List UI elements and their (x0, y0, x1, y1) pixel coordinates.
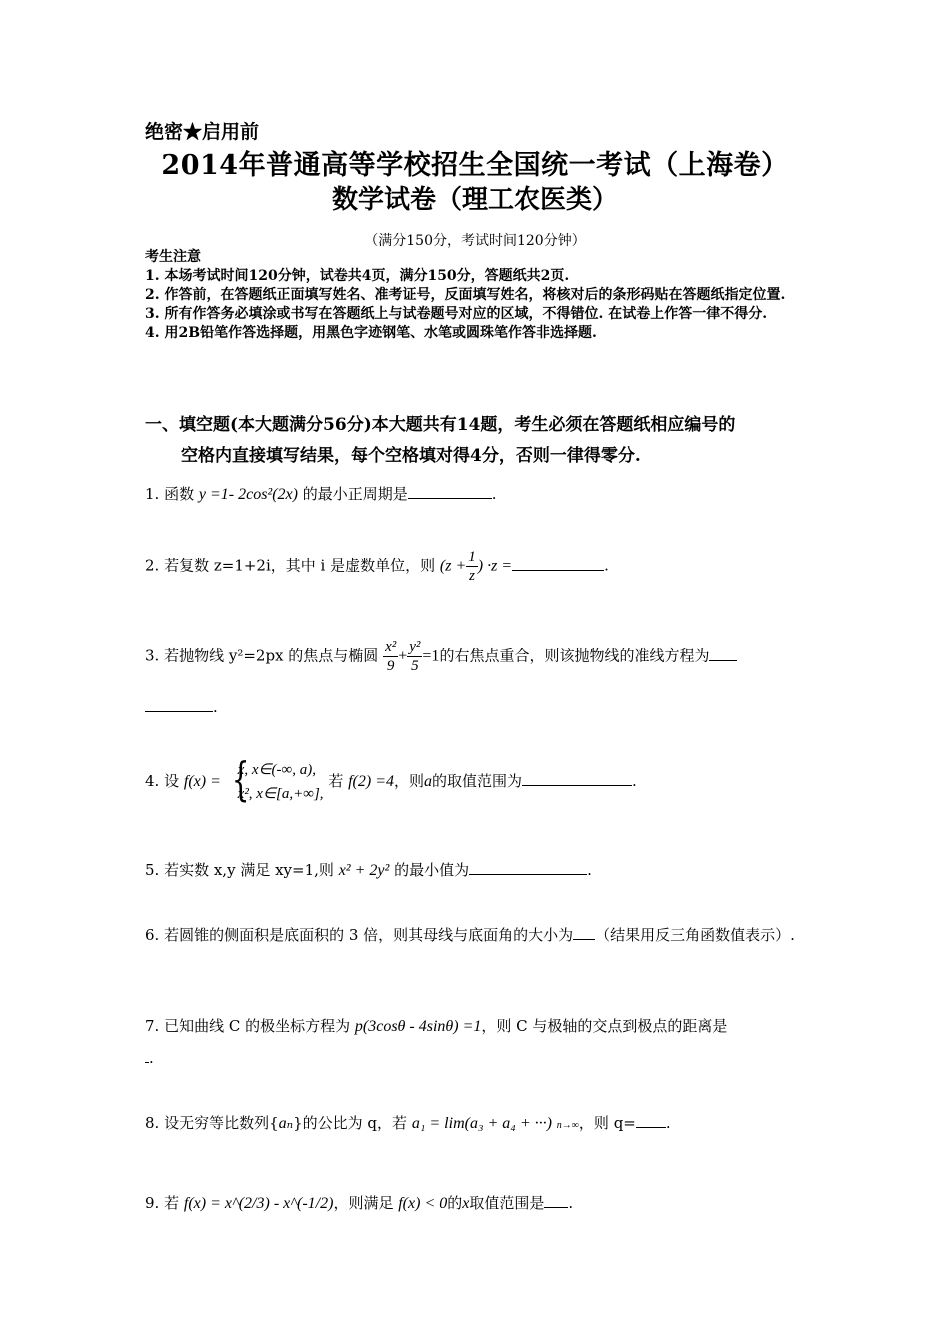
fraction-one-over-z: $\frac{1}{z}$ (468, 549, 476, 584)
lim-subscript: n→∞ (556, 1120, 579, 1131)
question-2: 2. 若复数 z=1+2i，其中 i 是虚数单位，则 (z + $\frac{1}{z}$ ) ·z = . (145, 549, 609, 584)
answer-blank[interactable] (522, 769, 632, 786)
exam-subject-title: 数学试卷（理工农医类） (331, 185, 618, 215)
left-brace: { (231, 752, 250, 806)
question-4: 4. 设 f(x) = { x, x∈(-∞, a), x², x∈[a,+∞], 若 f(2) =4，则a的取值范围为 . (145, 752, 637, 806)
q8-formula: a₁ = lim(a₃ + a₄ + ···) (411, 1115, 552, 1132)
notes-heading: 考生注意 (145, 249, 201, 265)
exam-score-time: （满分150分，考试时间120分钟） (364, 233, 586, 249)
fraction-y2-over-5: $\frac{\text{y²}}{5}$ (409, 639, 421, 674)
answer-blank[interactable] (408, 482, 492, 499)
candidate-notes (145, 248, 810, 343)
notes-item: 1. 本场考试时间120分钟，试卷共4页，满分150分，答题纸共2页. (145, 268, 570, 284)
section-heading (145, 410, 810, 472)
answer-blank[interactable] (469, 858, 587, 875)
question-7-continued: . (145, 1043, 810, 1073)
notes-item: 3. 所有作答务必填涂或书写在答题纸上与试卷题号对应的区域，不得错位. 在试卷上作答一律不得分. (145, 306, 768, 322)
secret-label: 绝密★启用前 (145, 121, 260, 143)
answer-blank[interactable] (573, 923, 595, 940)
section-line-1: 一、填空题(本大题满分56分)本大题共有14题，考生必须在答题纸相应编号的 (145, 415, 736, 435)
section-line-2: 空格内直接填写结果，每个空格填对得4分，否则一律得零分. (181, 446, 641, 466)
answer-blank[interactable] (145, 695, 213, 712)
question-3-continued: . (145, 692, 810, 722)
question-5: 5. 若实数 x,y 满足 xy=1,则 x² + 2y² 的最小值为 . (145, 855, 810, 886)
q9-formula: f(x) = x^(2/3) - x^(-1/2) (183, 1195, 334, 1212)
answer-blank[interactable] (636, 1111, 666, 1128)
piecewise-function: { x, x∈(-∞, a), x², x∈[a,+∞], (231, 752, 324, 806)
answer-blank[interactable] (544, 1191, 568, 1208)
exam-title: 2014年普通高等学校招生全国统一考试（上海卷） (161, 150, 789, 181)
question-3: 3. 若抛物线 y²=2px 的焦点与椭圆 $\frac{\text{x²}}{9}$ + $\frac{\text{y²}}{5}$ =1的右焦点重合，则该抛物线的准线方程为 (145, 638, 810, 675)
question-1: 1. 函数 y =1- 2cos²(2x) 的最小正周期是 . (145, 479, 810, 510)
fraction-x2-over-9: $\frac{\text{x²}}{9}$ (385, 639, 397, 674)
q1-formula: y =1- 2cos²(2x) (198, 486, 298, 503)
question-8: 8. 设无穷等比数列{aₙ}的公比为 q，若 a₁ = lim(a₃ + a₄ + ···) n→∞，则 q= . (145, 1108, 810, 1141)
question-9: 9. 若 f(x) = x^(2/3) - x^(-1/2)，则满足 f(x) < 0的x取值范围是 . (145, 1188, 810, 1219)
notes-item: 2. 作答前，在答题纸正面填写姓名、准考证号，反面填写姓名，将核对后的条形码贴在答题纸指定位置. (145, 287, 786, 303)
notes-item: 4. 用2B铅笔作答选择题，用黑色字迹钢笔、水笔或圆珠笔作答非选择题. (145, 325, 597, 341)
question-7: 7. 已知曲线 C 的极坐标方程为 p(3cosθ - 4sinθ) =1，则 C 与极轴的交点到极点的距离是 (145, 1017, 728, 1035)
answer-blank[interactable] (709, 644, 737, 661)
question-6: 6. 若圆锥的侧面积是底面积的 3 倍，则其母线与底面角的大小为 （结果用反三角函数值表示）. (145, 920, 810, 950)
answer-blank[interactable] (512, 554, 604, 571)
